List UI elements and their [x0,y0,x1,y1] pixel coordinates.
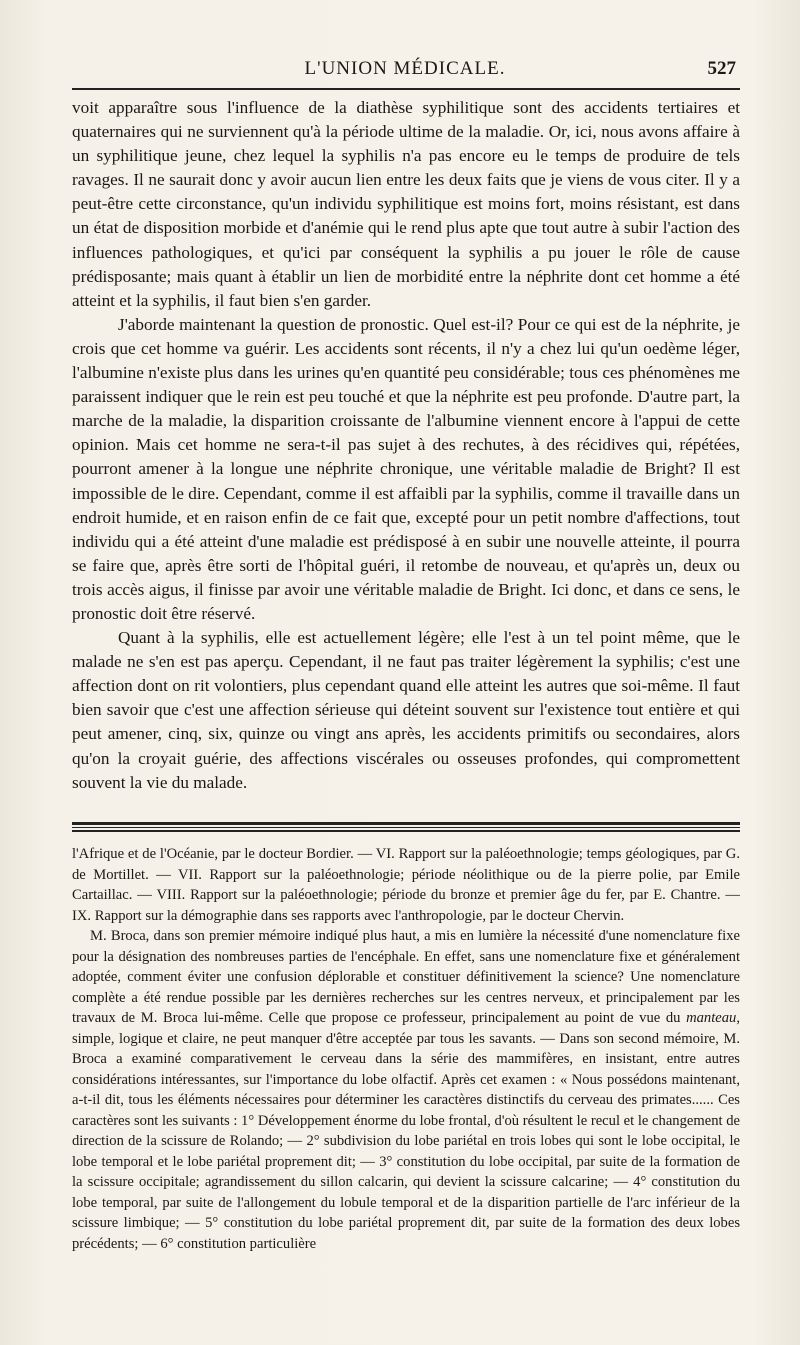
feuilleton-separator-lower [72,830,740,832]
article-paragraph: voit apparaître sous l'influence de la diathèse syphilitique sont des accidents tertiaires et quaternaires qui ne surviennent qu'à la période ultime de la maladie. Or, ici, nous avons affaire à un syphilitique jeune, chez lequel la syphilis n'a pas encore eu le temps de produire de tels ravages. Il ne saurait donc y avoir aucun lien entre les deux faits que je viens de vous citer. Il y a peut-être cette circonstance, qu'un individu syphilitique est moins fort, moins résistant, est dans un état de disposition morbide et d'anémie qui le rend plus apte que tout autre à subir l'action des influences pathologiques, et qu'ici par conséquent la syphilis a pu jouer le rôle de cause prédisposante; mais quant à établir un lien de morbidité entre la néphrite dont cet homme a été atteint et la syphilis, il faut bien s'en garder. [72,98,740,310]
feuilleton-paragraph: l'Afrique et de l'Océanie, par le docteur Bordier. — VI. Rapport sur la paléoethnologie; temps géologiques, par G. de Mortillet. — VII. Rapport sur la paléoethnologie; période néolithique ou de la pierre polie, par Emile Cartaillac. — VIII. Rapport sur la paléoethnologie; période du bronze et premier âge du fer, par E. Chantre. — IX. Rapport sur la démographie dans ses rapports avec l'anthropologie, par le docteur Chervin. [72,846,740,924]
page-header [72,58,738,84]
main-article [72,96,740,795]
article-paragraph: Quant à la syphilis, elle est actuellement légère; elle l'est à un tel point même, que le malade ne s'en est pas aperçu. Cependant, il ne faut pas traiter légèrement la syphilis; c'est une affection dont on rit volontiers, plus cependant quand elle atteint les autres que soi-même. Il faut bien savoir que c'est une affection sérieuse qui déteint souvent sur l'existence tout entière et qui peut amener, cinq, six, quinze ou vingt ans après, les accidents primitifs ou secondaires, alors qu'on la croyait guérie, des affections viscérales ou osseuses profondes, qui compromettent souvent la vie du malade. [72,628,740,792]
feuilleton-text: , simple, logique et claire, ne peut manquer d'être acceptée par tous les savants. — Dans son second mémoire, M. Broca a examiné comparativement le cerveau dans la série des mammifères, en insistant, entre autres considérations intéressantes, sur l'importance du lobe olfactif. Après cet examen : « Nous possédons maintenant, a-t-il dit, tous les éléments nécessaires pour déterminer les caractères distinctifs du cerveau des primates...... Ces caractères sont les suivants : 1° Développement énorme du lobe frontal, d'où résultent le recul et le changement de direction de la scissure de Rolando; — 2° subdivision du lobe pariétal en trois lobes qui sont le lobe occipital, le lobe temporal et le lobe pariétal proprement dit; — 3° constitution du lobe occipital, par suite de la formation de la scissure occipitale; agrandissement du sillon calcarin, qui devient la scissure calcarine; — 4° constitution du lobe temporal, par suite de l'allongement du lobule temporal et de la disparition partielle de l'arc inférieur de la scissure limbique; — 5° constitution du lobe pariétal proprement dit, par suite de la formation des deux lobes précédents; — 6° constitution particulière [72,1010,740,1252]
page-number: 527 [707,58,736,79]
feuilleton-text: M. Broca, dans son premier mémoire indiqué plus haut, a mis en lumière la nécessité d'une nomenclature fixe pour la désignation des nombreuses parties de l'encéphale. En effet, sans une nomenclature fixe et généralement adoptée, comment éviter une confusion déplorable et constituer définitivement la science? Une nomenclature complète a été rendue possible par les dernières recherches sur les centres nerveux, et principalement par les travaux de M. Broca lui-même. Celle que propose ce professeur, principalement au point de vue du [72,928,740,1026]
feuilleton-paragraph [72,926,740,1254]
feuilleton-italic-term: manteau [686,1010,737,1026]
feuilleton-separator-thin [72,827,740,828]
feuilleton [72,844,740,1254]
feuilleton-separator [72,822,740,825]
article-paragraph: J'aborde maintenant la question de pronostic. Quel est-il? Pour ce qui est de la néphrite, je crois que cet homme va guérir. Les accidents sont récents, il n'y a chez lui qu'un oedème léger, l'albumine n'existe plus dans les urines qu'en quantité peu considérable; tous ces phénomènes me paraissent indiquer que le rein est peu touché et que la néphrite est peu profonde. D'autre part, la marche de la maladie, la disparition croissante de l'albumine viennent encore à l'appui de cette opinion. Mais cet homme ne sera-t-il pas sujet à des rechutes, à des récidives qui, répétées, pourront amener à la longue une néphrite chronique, une véritable maladie de Bright? Il est impossible de le dire. Cependant, comme il est affaibli par la syphilis, comme il travaille dans un endroit humide, et en raison enfin de ce fait que, excepté pour un petit nombre d'affections, tout individu qui a été atteint d'une maladie est prédisposé à en subir une nouvelle atteinte, il pourra se faire que, après être sorti de l'hôpital guéri, il retombe de nouveau, et qu'après un, deux ou trois accès aigus, il finisse par avoir une véritable maladie de Bright. Ici donc, et dans ce sens, le pronostic doit être réservé. [72,314,740,623]
running-title: L'UNION MÉDICALE. [304,58,506,79]
header-rule [72,88,740,90]
